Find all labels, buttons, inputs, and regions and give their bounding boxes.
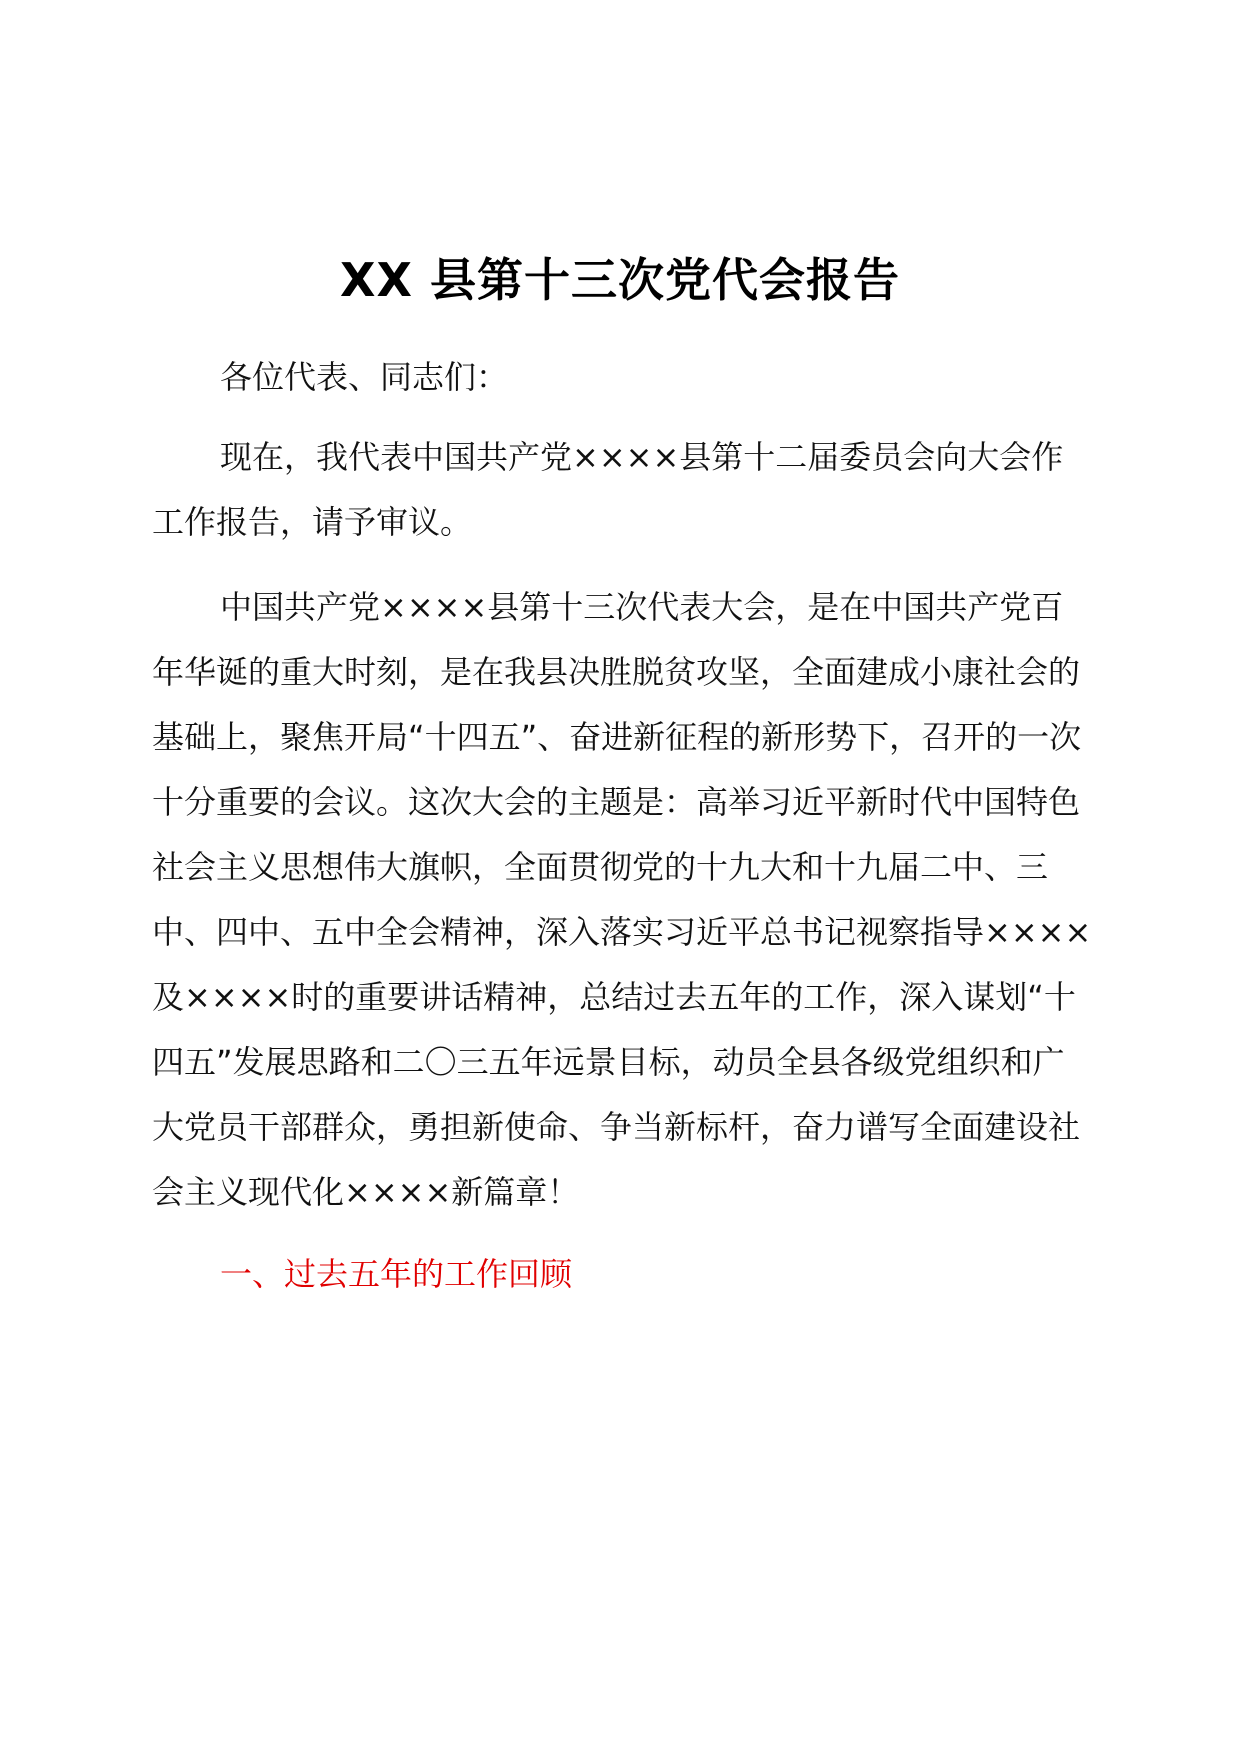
intro-paragraph: 现在，我代表中国共产党××××县第十二届委员会向大会作工作报告，请予审议。 [152,438,1064,541]
salutation: 各位代表、同志们： [220,358,509,396]
main-paragraph: 中国共产党××××县第十三次代表大会，是在中国共产党百年华诞的重大时刻，是在我县决胜脱贫攻坚，全面建成小康社会的基础上，聚焦开局“十四五”、奋进新征程的新形势下，召开的一次十分重要的会议。这次大会的主题是：高举习近平新时代中国特色社会主义思想伟大旗帜，全面贯彻党的十九大和十九届二中、三中、四中、五中全会精神，深入落实习近平总书记视察指导××××及××××时的重要讲话精神，总结过去五年的工作，深入谋划“十四五”发展思路和二〇三五年远景目标，动员全县各级党组织和广大党员干部群众，勇担新使命、争当新标杆，奋力谱写全面建设社会主义现代化××××新篇章！ [152,588,1092,1211]
document-title: XX 县第十三次党代会报告 [340,253,900,307]
section-heading: 一、过去五年的工作回顾 [220,1255,573,1293]
